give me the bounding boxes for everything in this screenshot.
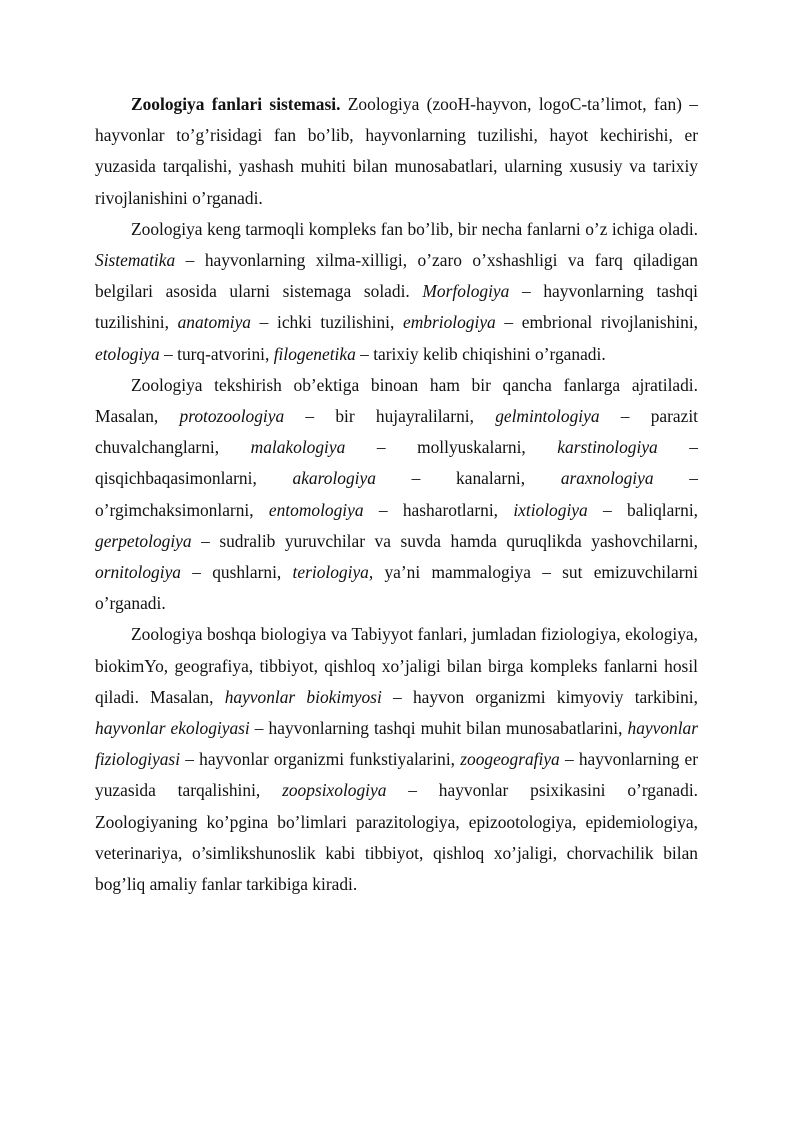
italic-term-run: etologiya — [95, 343, 160, 364]
text-run: – tarixiy kelib chiqishini o’rganadi. — [355, 343, 606, 364]
text-run: – hayvonlarning tashqi tuzilishini, — [95, 281, 698, 333]
text-run: – baliqlarni, — [587, 499, 698, 520]
text-run: Zoologiya keng tarmoqli kompleks fan bo’lib, bir necha fanlarni o’z ichiga oladi. — [131, 218, 698, 239]
paragraph-1 — [95, 89, 698, 214]
text-run: – bir hujayralilarni, — [284, 406, 496, 427]
text-run: – hayvonlarning xilma-xilligi, o’zaro o’xshashligi va farq qiladigan belgilari asosida ularni sistemaga soladi. — [95, 250, 698, 302]
italic-term-run: filogenetika — [273, 343, 356, 364]
text-run: – hayvonlar organizmi funkstiyalarini, — [180, 749, 461, 770]
text-run: – qisqichbaqasimonlarni, — [95, 437, 698, 489]
text-run: – kanalarni, — [375, 468, 561, 489]
text-run: – sudralib yuruvchilar va suvda hamda quruqlikda yashovchilarni, — [191, 530, 698, 551]
paragraph-3 — [95, 370, 698, 620]
italic-term-run: Morfologiya — [422, 281, 510, 302]
italic-term-run: protozoologiya — [179, 406, 285, 427]
text-run: – turq-atvorini, — [159, 343, 274, 364]
italic-term-run: gerpetologiya — [95, 530, 192, 551]
text-run: – hayvonlar psixikasini o’rganadi. Zoologiyaning ko’pgina bo’limlari parazitologiya, epizootologiya, epidemiologiya, veterinariya, o’simlikshunoslik kabi tibbiyot, qishloq xo’jaligi, chorvachilik bilan bog’liq amaliy fanlar tarkibiga kiradi. — [95, 780, 698, 895]
italic-term-run: zoogeografiya — [460, 749, 560, 770]
italic-term-run: malakologiya — [250, 437, 346, 458]
text-run: – qushlarni, — [181, 562, 293, 583]
italic-term-run: anatomiya — [177, 312, 251, 333]
italic-term-run: karstinologiya — [557, 437, 658, 458]
text-run: – embrional rivojlanishini, — [495, 312, 698, 333]
italic-term-run: hayvonlar fiziologiyasi — [95, 718, 699, 770]
italic-term-run: entomologiya — [268, 499, 364, 520]
text-run: Zoologiya tekshirish ob’ektiga binoan ham bir qancha fanlarga ajratiladi. Masalan, — [95, 374, 698, 427]
italic-term-run: hayvonlar ekologiyasi — [95, 718, 250, 739]
text-run: Zoologiya (zooH-hayvon, logoC-ta’limot, fan) – hayvonlar to’g’risidagi fan bo’lib, hayvonlarning tuzilishi, hayot kechirishi, er yuzasida tarqalishi, yashash muhiti bilan munosabatlari, ularning xususiy va tarixiy rivojlanishini o’rganadi. — [95, 94, 699, 208]
text-run: – hayvon organizmi kimyoviy tarkibini, — [381, 686, 698, 707]
bold-heading-run: Zoologiya fanlari sistemasi. — [131, 94, 341, 114]
text-run: – parazit chuvalchanglarni, — [95, 406, 698, 458]
italic-term-run: akarologiya — [292, 468, 376, 489]
text-run: – mollyuskalarni, — [345, 437, 558, 458]
italic-term-run: gelmintologiya — [495, 406, 600, 427]
text-run: – ichki tuzilishini, — [251, 312, 403, 333]
italic-term-run: teriologiya, — [292, 562, 374, 583]
document-page — [95, 89, 698, 900]
italic-term-run: ornitologiya — [95, 562, 181, 583]
italic-term-run: hayvonlar biokimyosi — [224, 686, 382, 707]
italic-term-run: Sistematika — [95, 250, 176, 271]
italic-term-run: ixtiologiya — [513, 499, 588, 520]
text-run: – o’rgimchaksimonlarni, — [95, 468, 698, 520]
paragraph-4 — [95, 619, 698, 900]
paragraph-2 — [95, 214, 698, 370]
italic-term-run: embriologiya — [403, 312, 496, 333]
text-run: Zoologiya boshqa biologiya va Tabiyyot fanlari, jumladan fiziologiya, ekologiya, biokimYo, geografiya, tibbiyot, qishloq xo’jaligi bilan birga kompleks fanlarni hosil qiladi. Masalan, — [95, 624, 698, 707]
text-run: – hasharotlarni, — [363, 499, 514, 520]
text-run: ya’ni mammalogiya – sut emizuvchilarni o’rganadi. — [95, 562, 699, 614]
italic-term-run: araxnologiya — [560, 468, 654, 489]
italic-term-run: zoopsixologiya — [282, 780, 387, 801]
text-run: – hayvonlarning tashqi muhit bilan munosabatlarini, — [249, 718, 628, 739]
text-run: – hayvonlarning er yuzasida tarqalishini, — [95, 749, 699, 801]
